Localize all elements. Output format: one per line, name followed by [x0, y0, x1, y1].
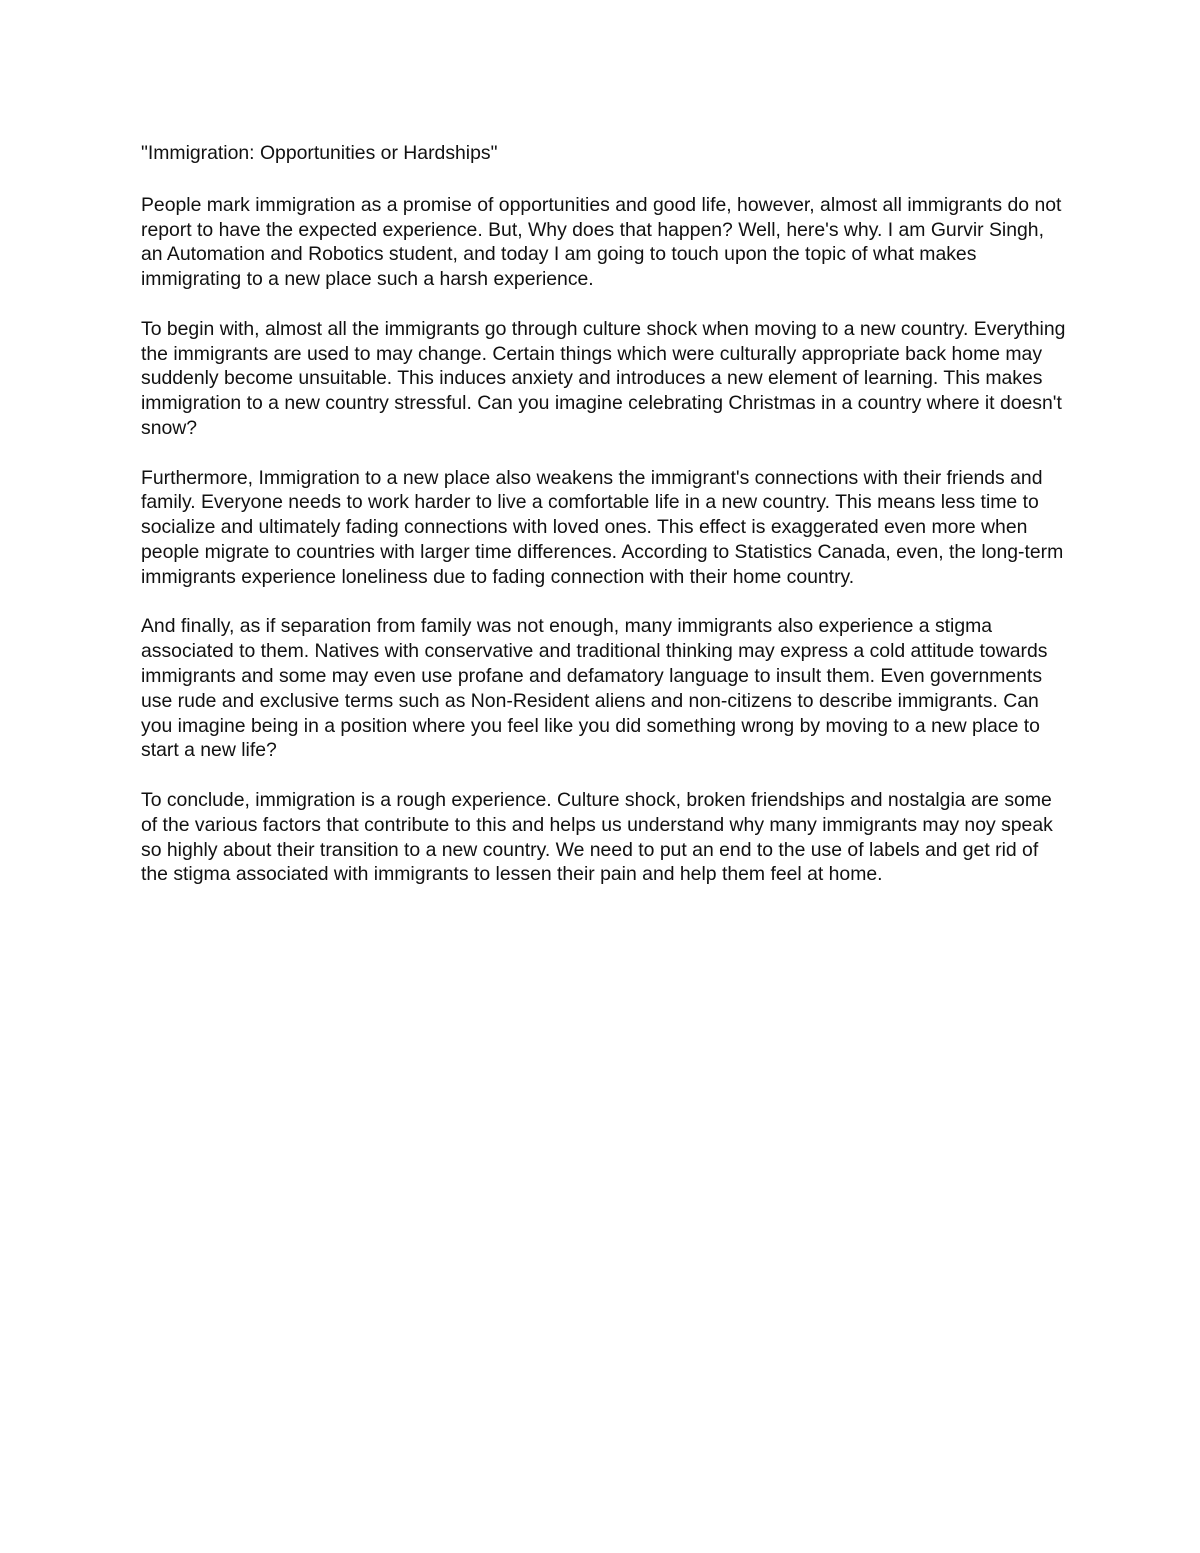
document-title: "Immigration: Opportunities or Hardships"	[141, 142, 498, 164]
paragraph-culture-shock: To begin with, almost all the immigrants go through culture shock when moving to a new country. Everything the immigrants are used to may change. Certain things which were culturally appropriate back home may suddenly become unsuitable. This induces anxiety and introduces a new element of learning. This makes immigration to a new country stressful. Can you imagine celebrating Christmas in a country where it doesn't snow?	[141, 317, 1066, 439]
paragraph-introduction: People mark immigration as a promise of opportunities and good life, however, almost all immigrants do not report to have the expected experience. But, Why does that happen? Well, here's why. I am Gurvir Singh, an Automation and Robotics student, and today I am going to touch upon the topic of what makes immigrating to a new place such a harsh experience.	[141, 193, 1062, 291]
paragraph-connections: Furthermore, Immigration to a new place also weakens the immigrant's connections with their friends and family. Everyone needs to work harder to live a comfortable life in a new country. This means less time to socialize and ultimately fading connections with loved ones. This effect is exaggerated even more when people migrate to countries with larger time differences. According to Statistics Canada, even, the long-term immigrants experience loneliness due to fading connection with their home country.	[141, 466, 1064, 588]
paragraph-conclusion: To conclude, immigration is a rough experience. Culture shock, broken friendships and nostalgia are some of the various factors that contribute to this and helps us understand why many immigrants may noy speak so highly about their transition to a new country. We need to put an end to the use of labels and get rid of the stigma associated with immigrants to lessen their pain and help them feel at home.	[141, 788, 1053, 886]
paragraph-stigma: And finally, as if separation from family was not enough, many immigrants also experience a stigma associated to them. Natives with conservative and traditional thinking may express a cold attitude towards immigrants and some may even use profane and defamatory language to insult them. Even governments use rude and exclusive terms such as Non-Resident aliens and non-citizens to describe immigrants. Can you imagine being in a position where you feel like you did something wrong by moving to a new place to start a new life?	[141, 615, 1048, 762]
document-body	[141, 141, 1066, 912]
